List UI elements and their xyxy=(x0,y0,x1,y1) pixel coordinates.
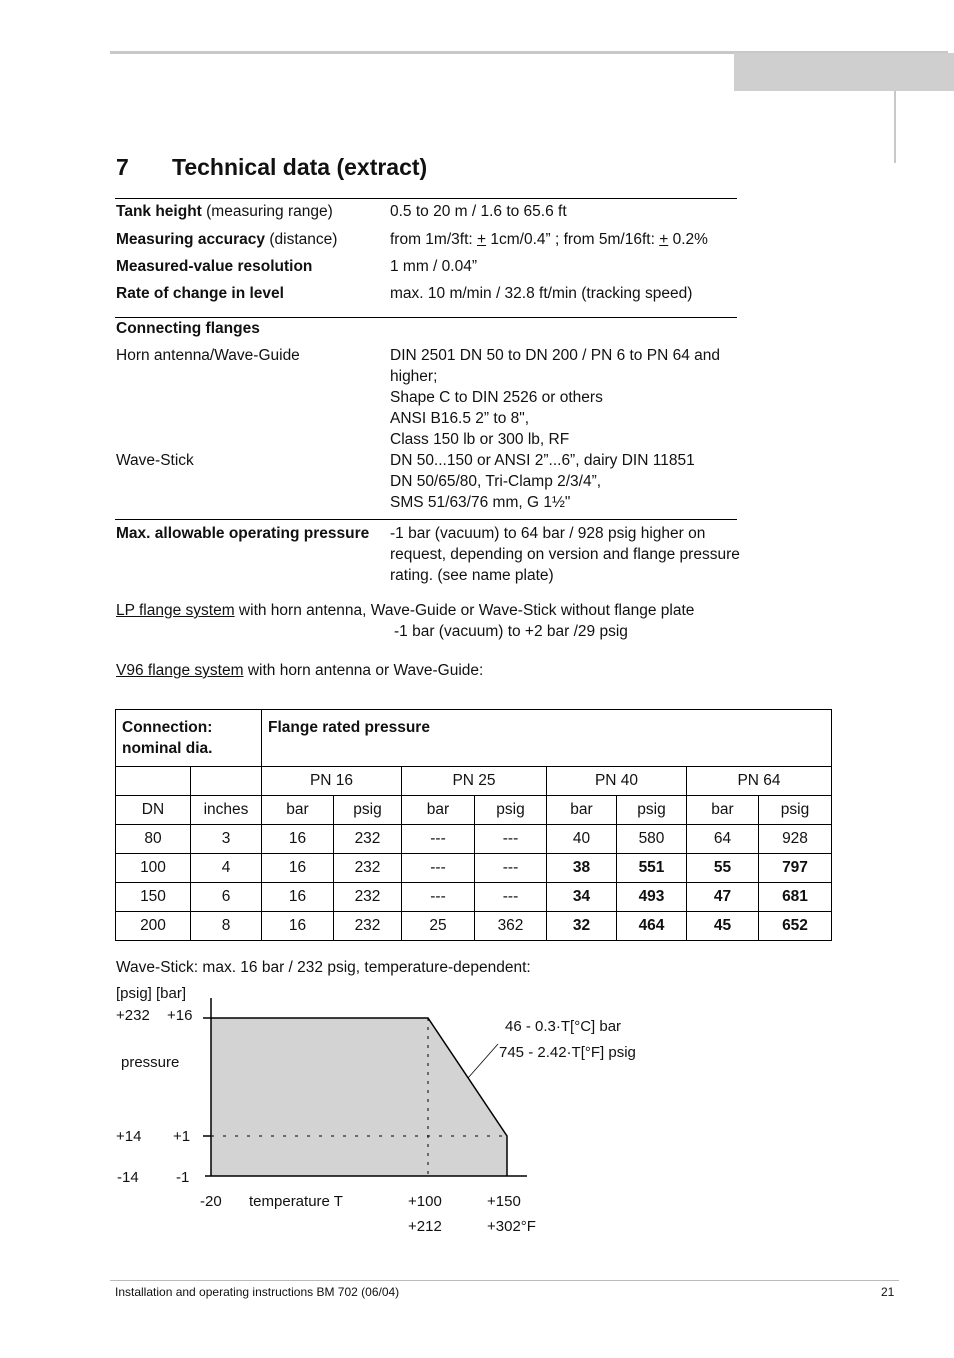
spec-value-resolution: 1 mm / 0.04” xyxy=(390,258,477,275)
section-heading: Technical data (extract) xyxy=(172,154,428,180)
table-cell: --- xyxy=(475,854,547,883)
y-tick-psig: -14 xyxy=(117,1169,139,1186)
page-number: 21 xyxy=(881,1285,895,1299)
y-axis-label: pressure xyxy=(121,1054,180,1071)
formula-bar: 46 - 0.3·T[°C] bar xyxy=(505,1018,622,1035)
table-cell: 362 xyxy=(475,912,547,941)
operating-area xyxy=(211,1018,507,1176)
table-row xyxy=(116,912,832,941)
table-pn-row xyxy=(116,767,832,796)
table-row xyxy=(116,854,832,883)
table-cell: 232 xyxy=(334,854,402,883)
pn-cell: PN 16 xyxy=(262,767,402,796)
spec-label-resolution: Measured-value resolution xyxy=(116,258,313,275)
table-cell: 16 xyxy=(262,825,334,854)
header-vertical-rule xyxy=(894,91,896,163)
unit-cell: psig xyxy=(334,796,402,825)
footer-text: Installation and operating instructions BM 702 (06/04) xyxy=(115,1285,400,1299)
table-cell: --- xyxy=(402,825,475,854)
flange-pressure-table xyxy=(115,709,832,941)
unit-cell: bar xyxy=(402,796,475,825)
y-tick-psig: +232 xyxy=(116,1007,150,1024)
table-cell: 100 xyxy=(116,854,191,883)
v96-flange-link: V96 flange system xyxy=(116,662,244,679)
table-cell: 80 xyxy=(116,825,191,854)
spec-label-accuracy: Measuring accuracy (distance) xyxy=(116,231,338,248)
spec-value-tank-height: 0.5 to 20 m / 1.6 to 65.6 ft xyxy=(390,203,567,220)
table-cell: 16 xyxy=(262,883,334,912)
formula-psig: 745 - 2.42·T[°F] psig xyxy=(499,1044,636,1061)
table-cell: 3 xyxy=(191,825,262,854)
table-cell: 797 xyxy=(759,854,832,883)
wave-stick-note: Wave-Stick: max. 16 bar / 232 psig, temperature-dependent: xyxy=(116,959,531,976)
flanges-heading: Connecting flanges xyxy=(116,320,260,337)
table-cell: --- xyxy=(402,883,475,912)
unit-cell: psig xyxy=(759,796,832,825)
pressure-label: Max. allowable operating pressure xyxy=(116,525,370,542)
table-cell: 232 xyxy=(334,912,402,941)
x-tick-celsius: +100 xyxy=(408,1193,442,1210)
table-cell: 25 xyxy=(402,912,475,941)
unit-cell: bar xyxy=(687,796,759,825)
table-header-row xyxy=(116,710,832,767)
y-tick-bar: -1 xyxy=(176,1169,190,1186)
table-cell: --- xyxy=(402,854,475,883)
spec-value-accuracy: from 1m/3ft: + 1cm/0.4” ; from 5m/16ft: + 0.2% xyxy=(390,231,708,248)
table-cell: 47 xyxy=(687,883,759,912)
table-cell: 232 xyxy=(334,883,402,912)
lp-flange-link: LP flange system xyxy=(116,602,235,619)
wave-stick-values: DN 50...150 or ANSI 2”...6”, dairy DIN 11851 DN 50/65/80, Tri-Clamp 2/3/4”, SMS 51/63/76 mm, G 1½" xyxy=(390,452,695,511)
table-cell: 64 xyxy=(687,825,759,854)
table-cell: 4 xyxy=(191,854,262,883)
unit-cell: bar xyxy=(547,796,617,825)
spec-label-rate: Rate of change in level xyxy=(116,285,284,302)
table-cell: --- xyxy=(475,883,547,912)
y-tick-bar: +16 xyxy=(167,1007,193,1024)
x-tick-celsius: -20 xyxy=(200,1193,222,1210)
table-cell: 150 xyxy=(116,883,191,912)
table-row xyxy=(116,825,832,854)
table-cell: 232 xyxy=(334,825,402,854)
table-cell: 200 xyxy=(116,912,191,941)
x-tick-fahrenheit: +302°F xyxy=(487,1218,536,1235)
divider xyxy=(115,198,737,199)
table-cell: 6 xyxy=(191,883,262,912)
horn-antenna-label: Horn antenna/Wave-Guide xyxy=(116,347,300,364)
pn-cell: PN 25 xyxy=(402,767,547,796)
y-tick-psig: +14 xyxy=(116,1128,142,1145)
section-number: 7 xyxy=(116,154,129,180)
footer-rule xyxy=(110,1280,899,1281)
table-cell: 580 xyxy=(617,825,687,854)
spec-label-tank-height: Tank height (measuring range) xyxy=(116,203,333,220)
unit-cell: psig xyxy=(617,796,687,825)
x-axis-label: temperature T xyxy=(249,1193,343,1210)
table-units-row xyxy=(116,796,832,825)
unit-cell: bar xyxy=(262,796,334,825)
y-tick-bar: +1 xyxy=(173,1128,191,1145)
table-cell: 38 xyxy=(547,854,617,883)
horn-antenna-values: DIN 2501 DN 50 to DN 200 / PN 6 to PN 64 and higher; Shape C to DIN 2526 or others ANSI B16.5 2” to 8", Class 150 lb or 300 lb, RF xyxy=(390,347,720,448)
table-cell: 16 xyxy=(262,912,334,941)
table-cell: 551 xyxy=(617,854,687,883)
table-cell: 16 xyxy=(262,854,334,883)
table-cell: 32 xyxy=(547,912,617,941)
header-flange-rated-pressure: Flange rated pressure xyxy=(262,710,832,767)
table-cell: 493 xyxy=(617,883,687,912)
pressure-temperature-graph xyxy=(0,980,700,1240)
spec-value-rate: max. 10 m/min / 32.8 ft/min (tracking speed) xyxy=(390,285,693,302)
section-title xyxy=(116,154,427,181)
table-cell: 34 xyxy=(547,883,617,912)
pn-cell: PN 40 xyxy=(547,767,687,796)
header-connection: Connection: nominal dia. xyxy=(116,710,262,767)
lp-flange-value: -1 bar (vacuum) to +2 bar /29 psig xyxy=(394,623,628,640)
table-cell: 928 xyxy=(759,825,832,854)
pn-cell: PN 64 xyxy=(687,767,832,796)
x-tick-fahrenheit: +212 xyxy=(408,1218,442,1235)
table-cell: 681 xyxy=(759,883,832,912)
pressure-values: -1 bar (vacuum) to 64 bar / 928 psig higher on request, depending on version and flange pressure rating. (see name plate) xyxy=(390,525,740,584)
lp-flange-line: LP flange system with horn antenna, Wave-Guide or Wave-Stick without flange plate xyxy=(116,602,695,619)
unit-cell: inches xyxy=(191,796,262,825)
table-row xyxy=(116,883,832,912)
table-cell: 55 xyxy=(687,854,759,883)
header-tab xyxy=(734,53,954,91)
table-cell: 652 xyxy=(759,912,832,941)
divider xyxy=(115,519,737,520)
unit-cell: psig xyxy=(475,796,547,825)
unit-labels: [psig] [bar] xyxy=(116,985,187,1002)
wave-stick-label: Wave-Stick xyxy=(116,452,194,469)
v96-flange-line: V96 flange system with horn antenna or Wave-Guide: xyxy=(116,662,484,679)
formula-pointer xyxy=(468,1044,498,1078)
unit-cell: DN xyxy=(116,796,191,825)
x-tick-celsius: +150 xyxy=(487,1193,521,1210)
table-cell: 45 xyxy=(687,912,759,941)
table-cell: --- xyxy=(475,825,547,854)
table-cell: 40 xyxy=(547,825,617,854)
table-cell: 464 xyxy=(617,912,687,941)
table-cell: 8 xyxy=(191,912,262,941)
